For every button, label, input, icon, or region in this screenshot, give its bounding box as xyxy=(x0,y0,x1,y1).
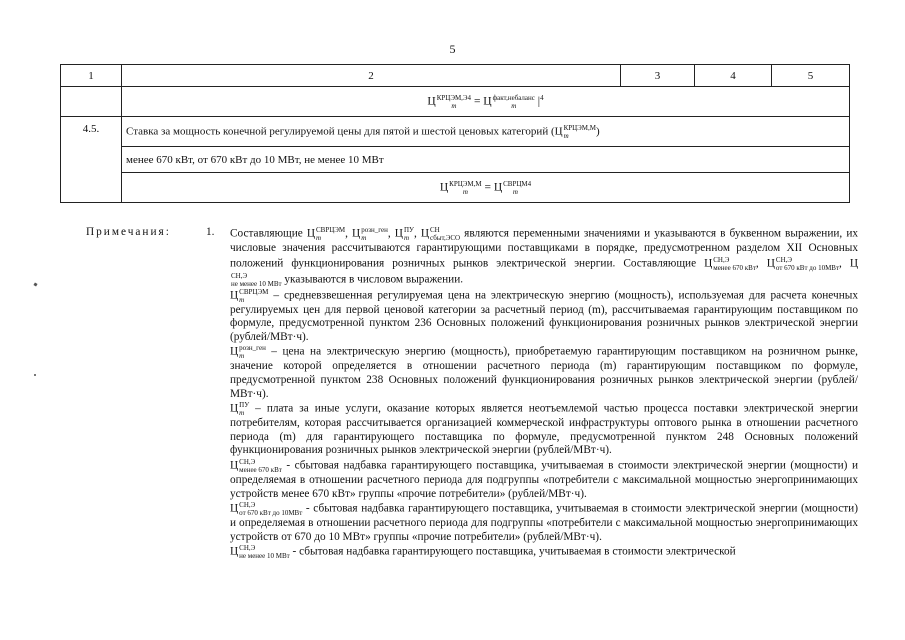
table-row xyxy=(61,87,850,117)
note-paragraph: Составляющие Ц СВРЦЭМ m , Ц розн_ген m , Ц ПУ m , Ц СН сбыт,ЭСО являются переменными значениями и указываются в буквенном выражении, их числовые значения рассчитываются гарантирующими поставщиками в порядке, предусмотренном разделом XII Основных положений функционирования розничных рынков электрической энергии. Составляющие Ц СН,Э менее 670 кВт , Ц СН,Э от 670 кВт до 10МВт , Ц СН,Э не менее 10 МВт указываются в числовом выражении. xyxy=(230,226,859,288)
notes-body xyxy=(230,226,858,560)
scan-speck xyxy=(33,282,37,286)
table-header-row xyxy=(61,65,850,87)
definition-paragraph: Ц СН,Э менее 670 кВт - сбытовая надбавка гарантирующего поставщика, учитываемая в стоимости электрической энергии (мощности) и определяемая в отношении расчетного периода для подгруппы «потребители с максимальной мощностью энергопринимающих устройств менее 670 кВт» группы «прочие потребители» (рублей/МВт·ч). xyxy=(230,457,858,500)
formula-cell: Ц КРЦЭМ,Э4 m = Ц факт,небаланс m $|^4$ xyxy=(122,87,850,117)
notes-heading: Примечания: xyxy=(86,226,171,238)
footnote-marker: 4 xyxy=(527,179,532,188)
definition-paragraph: Ц розн_ген m – цена на электрическую энергию (мощность), приобретаемую гарантирующим поставщиком на розничном рынке, значение которой определяется в отношении расчетного периода (m) гарантирующим поставщиком по формуле, предусмотренной пунктом 238 Основных положений функционирования розничных рынков электрической энергии (рублей/МВт·ч). xyxy=(230,344,858,400)
definition-paragraph: Ц СН,Э не менее 10 МВт - сбытовая надбавка гарантирующего поставщика, учитываемая в стоимости электрической xyxy=(230,544,736,561)
definition-paragraph: Ц ПУ m – плата за иные услуги, оказание которых является неотъемлемой частью процесса поставки электрической энергии потребителям, которая рассчитывается организацией коммерческой инфраструктуры оптового рынка в отношении расчетного периода (m) для гарантирующего поставщика по формуле, предусмотренной пунктом 248 Основных положений функционирования розничных рынков электрической энергии (рублей/МВт·ч). xyxy=(230,401,858,457)
table-header-cell: 5 xyxy=(772,65,850,87)
row-subdescription: менее 670 кВт, от 670 кВт до 10 МВт, не менее 10 МВт xyxy=(122,147,850,173)
table-header-cell: 3 xyxy=(621,65,695,87)
tariff-table xyxy=(60,64,850,203)
row-number: 4.5. xyxy=(61,117,122,203)
definition-paragraph: Ц СН,Э от 670 кВт до 10МВт - сбытовая надбавка гарантирующего поставщика, учитываемая в стоимости электрической энергии (мощности) и определяемая в отношении расчетного периода для подгруппы «потребители с максимальной мощностью энергопринимающих устройств от 670 до 10 МВт» группы «прочие потребители» (рублей/МВт·ч). xyxy=(230,501,858,543)
table-header-cell: 1 xyxy=(61,65,122,87)
definition-paragraph: Ц СВРЦЭМ m – средневзвешенная регулируемая цена на электрическую энергию (мощность), используемая для расчета конечных регулируемых цен для первой ценовой категории за расчетный период (m), рассчитываемая гарантирующим поставщиком по формуле, предусмотренной пунктом 236 Основных положений функционирования розничных рынков электрической энергии (рублей/МВт·ч). xyxy=(230,287,858,343)
table-header-cell: 2 xyxy=(122,65,621,87)
table-row xyxy=(61,173,850,203)
row-description: Ставка за мощность конечной регулируемой цены для пятой и шестой ценовых категорий (Ц КРЦЭМ,М m ) xyxy=(122,117,850,147)
formula-cell: Ц КРЦЭМ,М m = Ц СВРЦМ m $^4$ xyxy=(122,173,850,203)
table-header-cell: 4 xyxy=(695,65,772,87)
table-row xyxy=(61,147,850,173)
page-number: 5 xyxy=(449,42,456,56)
footnote-marker: 4 xyxy=(540,93,544,102)
table-row xyxy=(61,117,850,147)
notes-item-number: 1. xyxy=(206,226,215,238)
scan-speck xyxy=(34,374,36,376)
